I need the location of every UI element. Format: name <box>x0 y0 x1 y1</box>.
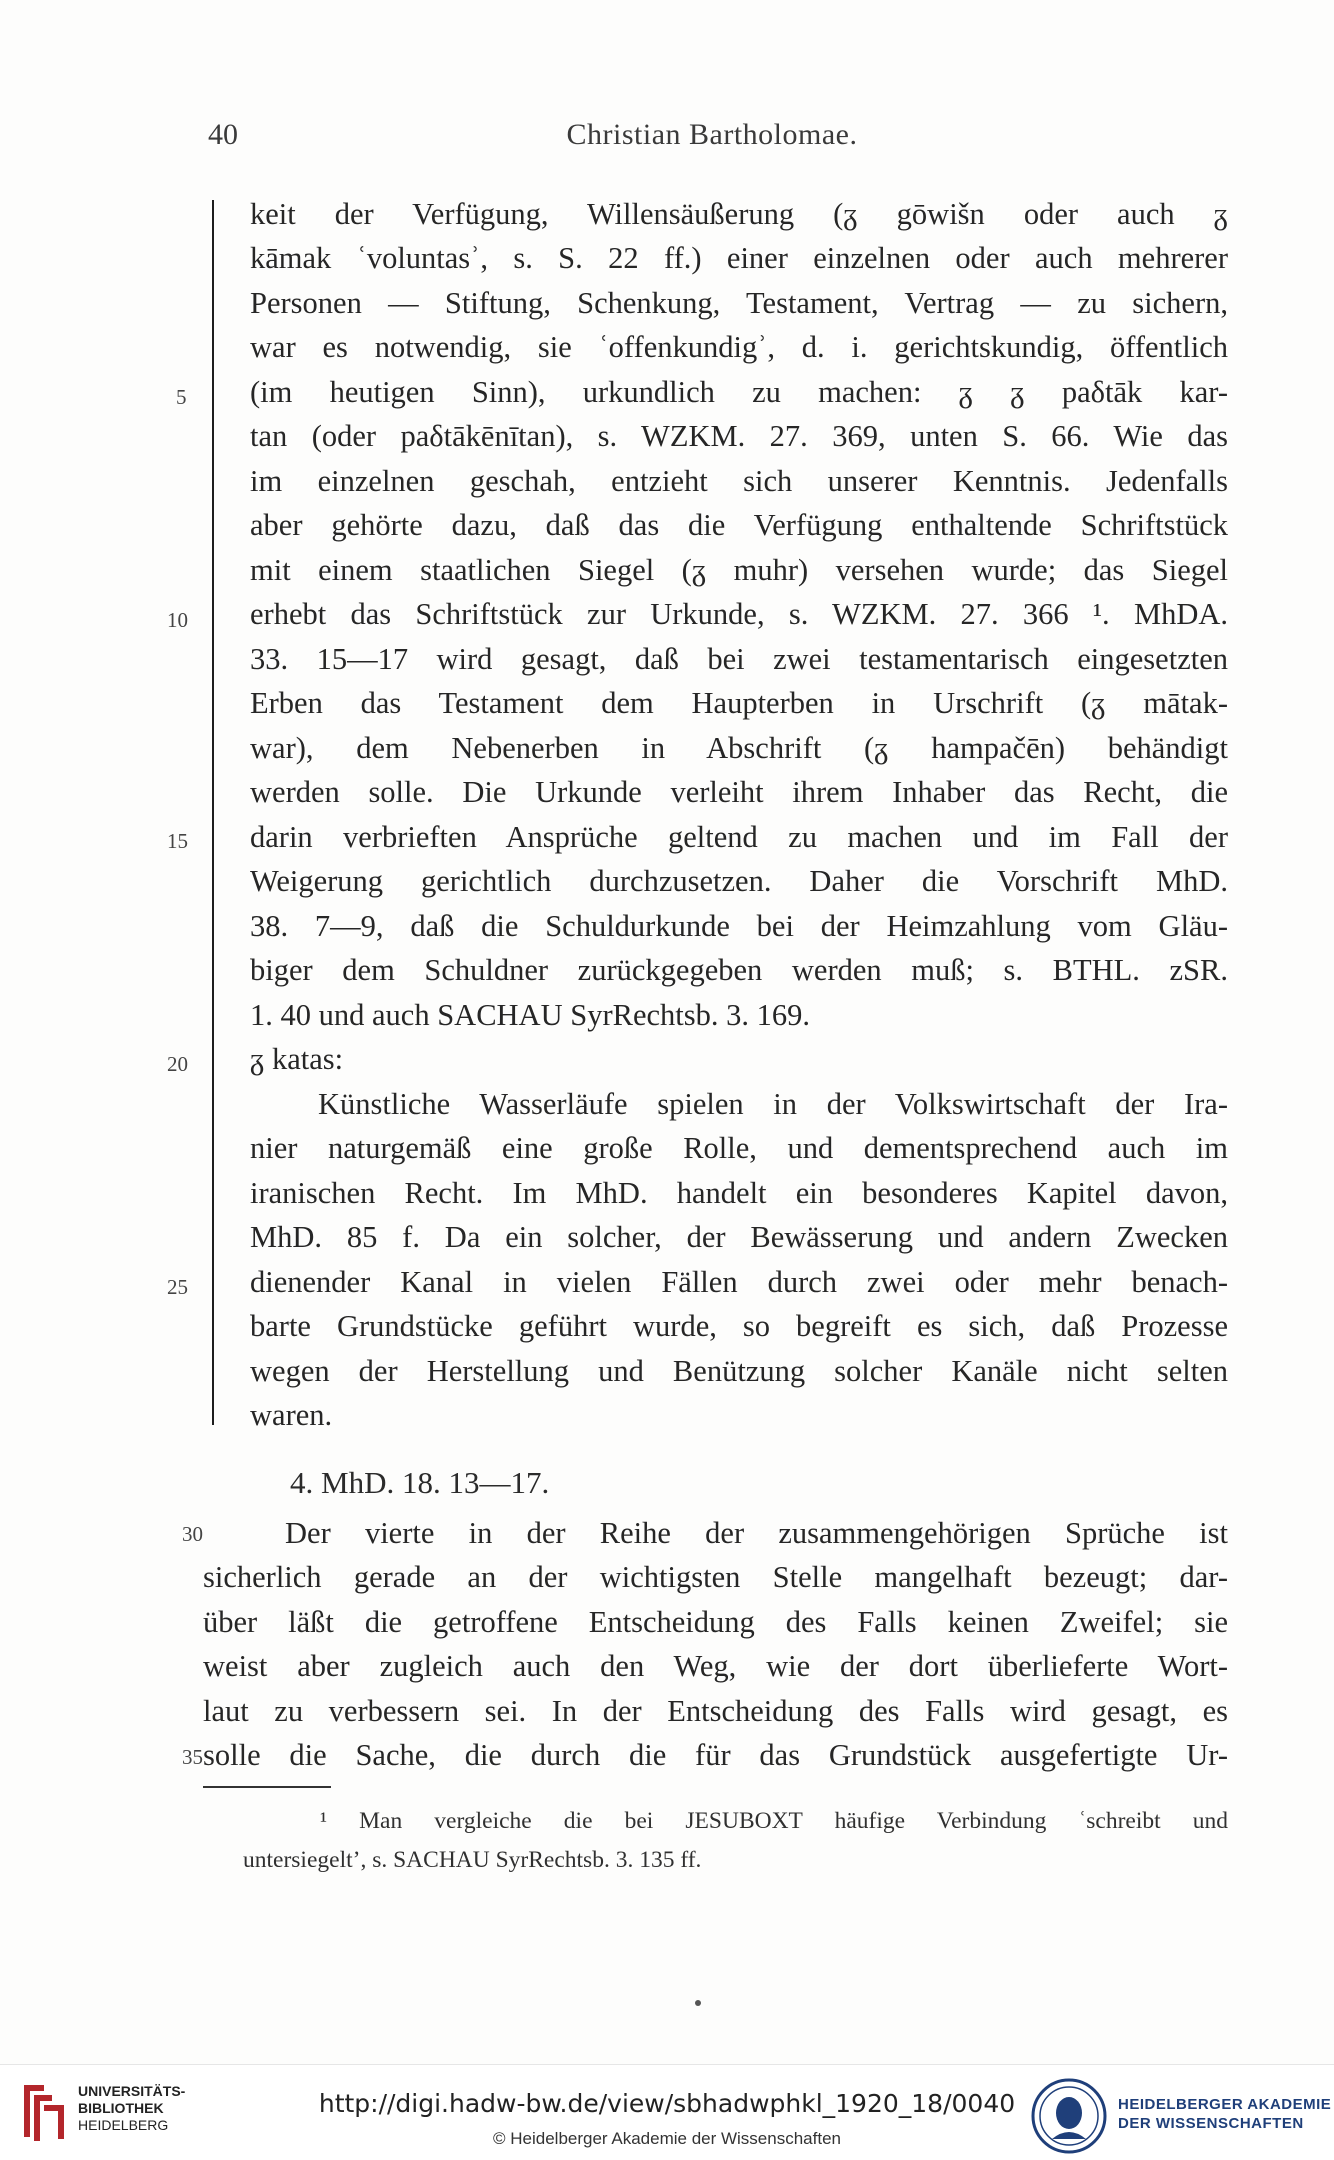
text-line: im einzelnen geschah, entzieht sich unserer Kenntnis. Jedenfalls <box>250 464 1228 498</box>
line-numbers <box>0 0 203 2000</box>
text-line: (im heutigen Sinn), urkundlich zu machen: ᵹ ᵹ paδtāk kar- <box>250 375 1228 409</box>
text-line: dienender Kanal in vielen Fällen durch zwei oder mehr benach- <box>250 1265 1228 1299</box>
text-line: Erben das Testament dem Haupterben in Urschrift (ᵹ mātak- <box>250 686 1228 720</box>
line-number: 25 <box>167 1275 188 1299</box>
text-line: war es notwendig, sie ʿoffenkundigʾ, d. i. gerichtskundig, öffentlich <box>250 330 1228 364</box>
line-number: 35 <box>182 1745 203 1769</box>
text-line: mit einem staatlichen Siegel (ᵹ muhr) versehen wurde; das Siegel <box>250 553 1228 587</box>
text-line: erhebt das Schriftstück zur Urkunde, s. WZKM. 27. 366 ¹. MhDA. <box>250 597 1228 631</box>
text-line: kāmak ʿvoluntasʾ, s. S. 22 ff.) einer einzelnen oder auch mehrerer <box>250 241 1228 275</box>
text-line: werden solle. Die Urkunde verleiht ihrem Inhaber das Recht, die <box>250 775 1228 809</box>
viewer-footer <box>0 2064 1334 2160</box>
text-line: tan (oder paδtākēnītan), s. WZKM. 27. 369, unten S. 66. Wie das <box>250 419 1228 453</box>
text-line: laut zu verbessern sei. In der Entscheidung des Falls wird gesagt, es <box>203 1694 1228 1728</box>
line-number: 10 <box>167 608 188 632</box>
academy-name-line: DER WISSENSCHAFTEN <box>1118 2115 1304 2132</box>
line-number: 20 <box>167 1052 188 1076</box>
scan-speck <box>695 2000 701 2006</box>
text-line: aber gehörte dazu, daß das die Verfügung enthaltende Schriftstück <box>250 508 1228 542</box>
text-line: Der vierte in der Reihe der zusammengehörigen Sprüche ist <box>285 1516 1228 1550</box>
text-line: solle die Sache, die durch die für das Grundstück ausgefertigte Ur- <box>203 1738 1228 1772</box>
text-line: nier naturgemäß eine große Rolle, und dementsprechend auch im <box>250 1131 1228 1165</box>
footnote-rule <box>203 1786 331 1788</box>
text-line: 33. 15—17 wird gesagt, daß bei zwei testamentarisch eingesetzten <box>250 642 1228 676</box>
library-city: HEIDELBERG <box>78 2117 169 2133</box>
line-number: 5 <box>176 385 187 409</box>
text-line: 1. 40 und auch SACHAU SyrRechtsb. 3. 169. <box>250 998 810 1032</box>
subheading-line: ᵹ katas: <box>250 1042 344 1076</box>
text-line: Künstliche Wasserläufe spielen in der Volkswirtschaft der Ira- <box>318 1087 1228 1121</box>
text-line: Personen — Stiftung, Schenkung, Testament, Vertrag — zu sichern, <box>250 286 1228 320</box>
library-name-line: BIBLIOTHEK <box>78 2100 164 2116</box>
academy-name <box>1118 2095 1331 2133</box>
text-line: sicherlich gerade an der wichtigsten Stelle mangelhaft bezeugt; dar- <box>203 1560 1228 1594</box>
margin-rule <box>212 200 214 1425</box>
text-line: 38. 7—9, daß die Schuldurkunde bei der Heimzahlung vom Gläu- <box>250 909 1228 943</box>
copyright-notice: © Heidelberger Akademie der Wissenschaften <box>493 2129 841 2148</box>
text-line: darin verbrieften Ansprüche geltend zu machen und im Fall der <box>250 820 1228 854</box>
text-line: war), dem Nebenerben in Abschrift (ᵹ hampačēn) behändigt <box>250 731 1228 765</box>
running-title: Christian Bartholomae. <box>566 118 858 151</box>
text-line: biger dem Schuldner zurückgegeben werden muß; s. BTHL. zSR. <box>250 953 1228 987</box>
text-line: wegen der Herstellung und Benützung solcher Kanäle nicht selten <box>250 1354 1228 1388</box>
academy-seal-icon <box>1030 2077 1108 2155</box>
section-heading: 4. MhD. 18. 13—17. <box>290 1465 550 1500</box>
text-line: waren. <box>250 1398 333 1432</box>
text-line: MhD. 85 f. Da ein solcher, der Bewässerung und andern Zwecken <box>250 1220 1228 1254</box>
text-line: barte Grundstücke geführt wurde, so begreift es sich, daß Prozesse <box>250 1309 1228 1343</box>
text-line: Weigerung gerichtlich durchzusetzen. Daher die Vorschrift MhD. <box>250 864 1228 898</box>
text-line: über läßt die getroffene Entscheidung des Falls keinen Zweifel; sie <box>203 1605 1228 1639</box>
academy-name-line: HEIDELBERGER AKADEMIE <box>1118 2096 1332 2113</box>
text-line: keit der Verfügung, Willensäußerung (ᵹ gōwišn oder auch ᵹ <box>250 197 1228 231</box>
page-number: 40 <box>208 118 238 151</box>
text-line: weist aber zugleich auch den Weg, wie der dort überlieferte Wort- <box>203 1649 1228 1683</box>
library-name-line: UNIVERSITÄTS- <box>78 2083 186 2099</box>
page-header <box>200 118 1224 158</box>
footnote-line: ¹ Man vergleiche die bei JESUBOXT häufige Verbindung ʿschreibt und <box>320 1808 1228 1834</box>
footnote-line: untersiegelt’, s. SACHAU SyrRechtsb. 3. 135 ff. <box>243 1847 702 1873</box>
text-line: iranischen Recht. Im MhD. handelt ein besonderes Kapitel davon, <box>250 1176 1228 1210</box>
permalink-url[interactable]: http://digi.hadw-bw.de/view/sbhadwphkl_1920_18/0040 <box>318 2089 1016 2118</box>
line-number: 30 <box>182 1522 203 1546</box>
line-number: 15 <box>167 829 188 853</box>
